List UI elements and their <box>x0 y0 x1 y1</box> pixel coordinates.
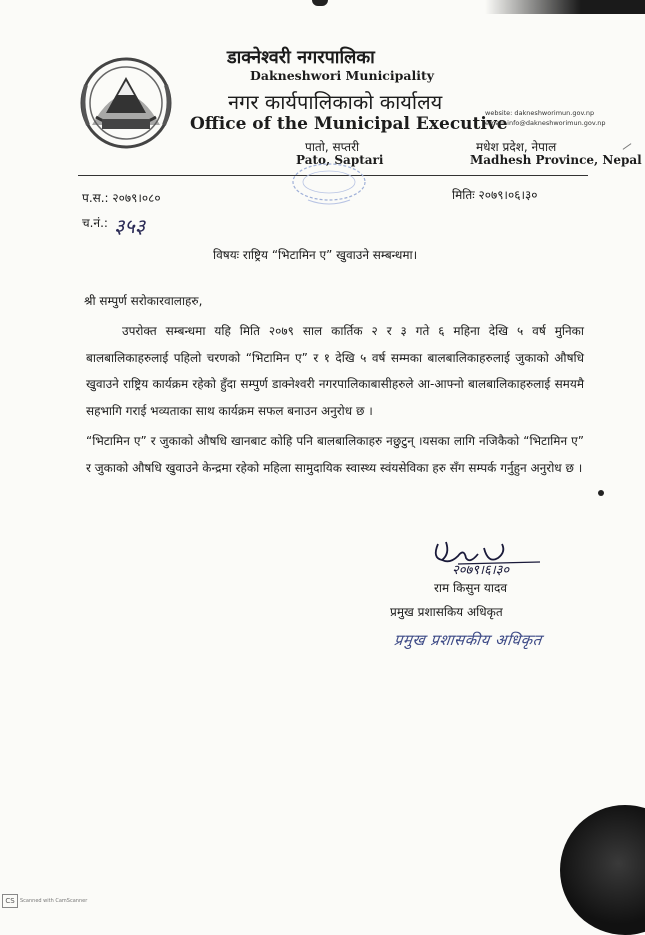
camscanner-logo-icon: CS <box>2 894 18 908</box>
pen-mark <box>623 143 632 150</box>
municipality-name-english: Dakneshwori Municipality <box>250 68 435 83</box>
location-english: Pato, Saptari <box>296 153 384 167</box>
signatory-title: प्रमुख प्रशासकिय अधिकृत <box>390 605 503 619</box>
scan-shadow-top <box>485 0 645 14</box>
salutation: श्री सम्पुर्ण सरोकारवालाहरु, <box>84 294 203 308</box>
office-name-english: Office of the Municipal Executive <box>190 114 508 134</box>
province-english: Madhesh Province, Nepal <box>470 153 642 167</box>
received-stamp-icon <box>288 160 370 208</box>
email-text: email: info@dakneshworimun.gov.np <box>485 119 606 127</box>
scan-shadow-corner <box>560 805 645 935</box>
municipality-name-devanagari: डाक्नेश्वरी नगरपालिका <box>227 47 375 68</box>
scan-mark <box>312 0 328 6</box>
body-paragraph: उपरोक्त सम्बन्धमा यहि मिति २०७९ साल कार्तिक २ र ३ गते ६ महिना देखि ५ वर्ष मुनिका बालबालिकाहरुलाई पहिलो चरणको “भिटामिन ए” र १ देखि ५ वर्ष सम्मका बालबालिकाहरुलाई जुकाको औषधि खुवाउने राष्ट्रिय कार्यक्रम रहेको हुँदा सम्पुर्ण डाक्नेश्वरी नगरपालिकाबासीहरुले आ-आफ्नो बालबालिकाहरुलाई समयमै सहभागि गराई भव्यताका साथ कार्यक्रम सफल बनाउन अनुरोध छ । <box>86 324 584 418</box>
subject-line: विषयः राष्ट्रिय “भिटामिन ए” खुवाउने सम्बन्धमा। <box>213 248 418 262</box>
letter-date: मितिः २०७९।०६।३० <box>452 188 538 202</box>
province-devanagari: मधेश प्रदेश, नेपाल <box>476 140 557 154</box>
website-text: website: dakneshworimun.gov.np <box>485 109 595 117</box>
dispatch-number-handwritten: ३५३ <box>114 214 146 238</box>
official-stamp-title: प्रमुख प्रशासकीय अधिकृत <box>393 631 543 649</box>
dispatch-number-label: च.नं.: <box>82 216 108 230</box>
scanner-watermark: Scanned with CamScanner <box>20 898 88 904</box>
location-devanagari: पातो, सप्तरी <box>305 140 360 154</box>
office-name-devanagari: नगर कार्यपालिकाको कार्यालय <box>228 90 443 114</box>
body-paragraph: “भिटामिन ए” र जुकाको औषधि खानबाट कोहि पनि बालबालिकाहरु नछुटुन् ।यसका लागि नजिकैको “भिटामिन ए” र जुकाको औषधि खुवाउने केन्द्रमा रहेको महिला सामुदायिक स्वास्थ्य स्वंयसेविका हरु सँग सम्पर्क गर्नुहुन अनुरोध छ । <box>86 434 584 475</box>
reference-number: प.स.: २०७९।०८० <box>82 191 161 205</box>
signature-date-handwritten: २०७९।६।३० <box>452 563 510 578</box>
signatory-name: राम किसुन यादव <box>434 581 508 595</box>
ink-dot <box>598 490 604 496</box>
municipality-emblem-icon <box>72 55 180 149</box>
